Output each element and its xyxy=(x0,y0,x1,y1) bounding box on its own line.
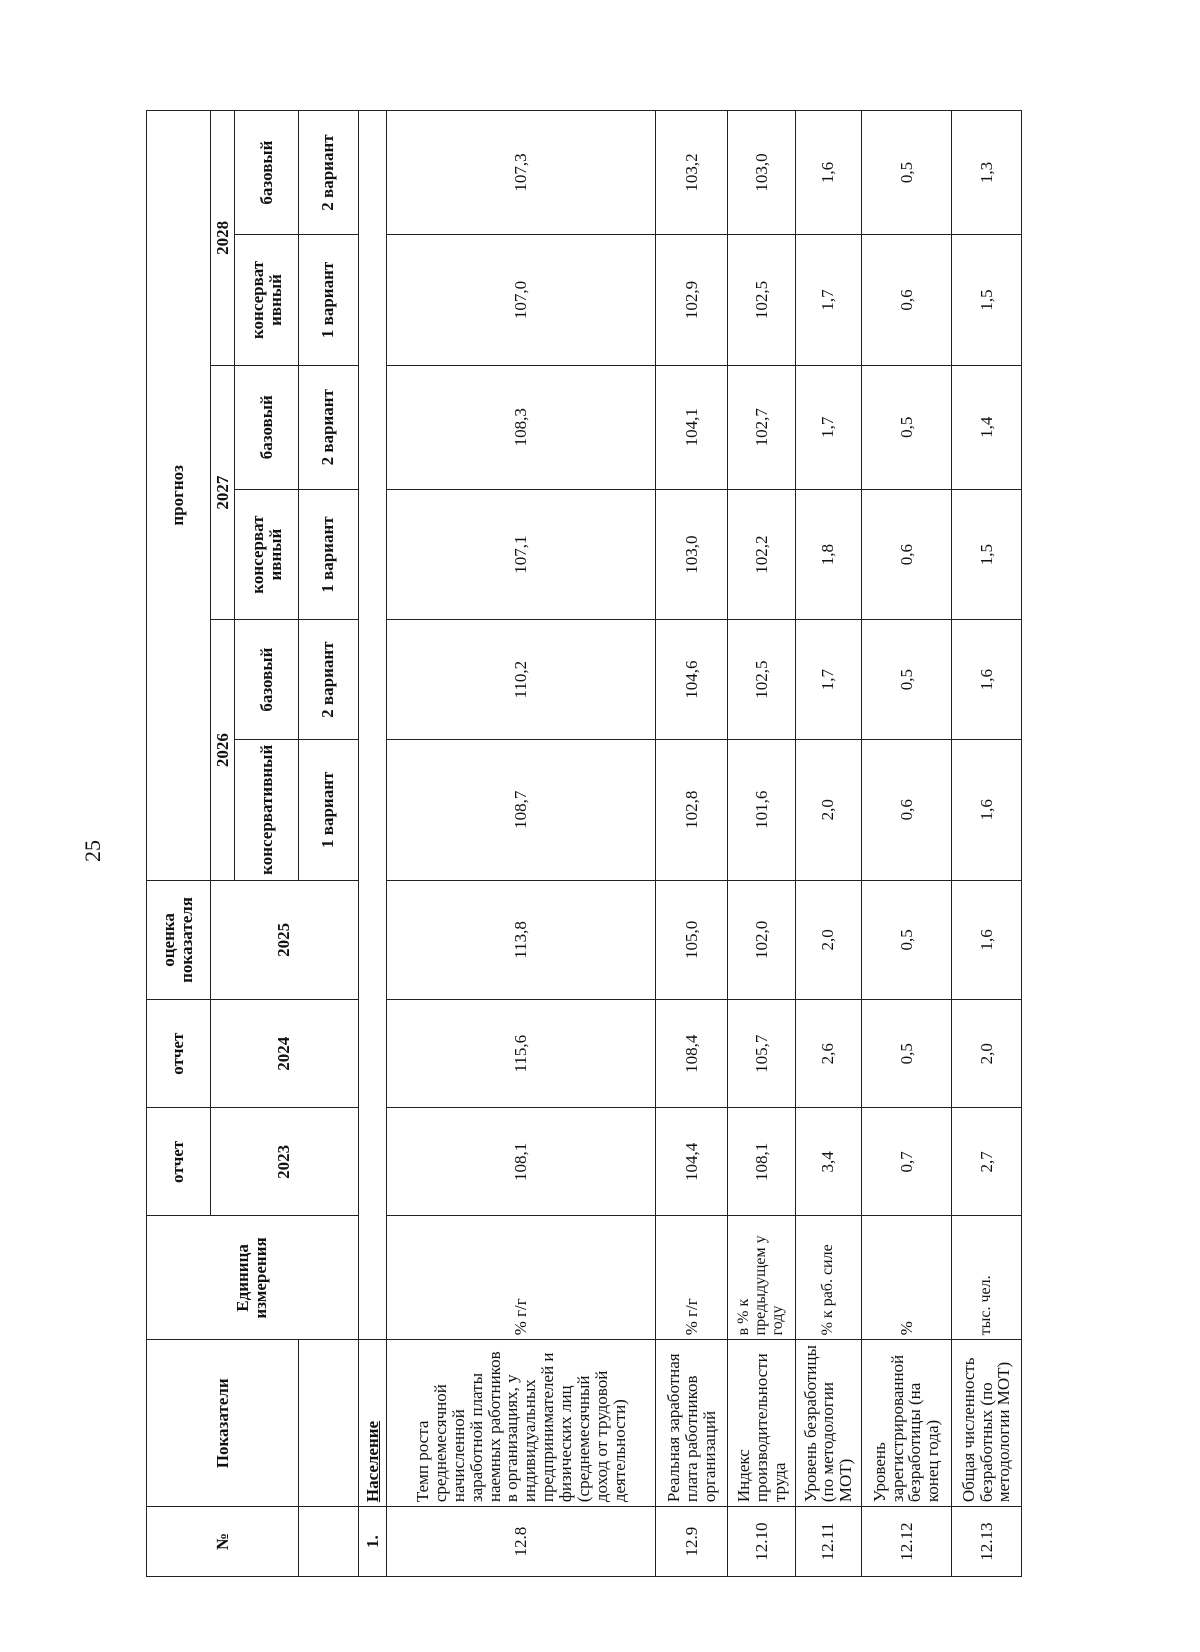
row-value: 107,1 xyxy=(387,489,656,620)
row-number: 12.10 xyxy=(728,1507,796,1577)
header-report-2023: отчет xyxy=(147,1108,211,1216)
header-variant-1-2028: 1 вариант xyxy=(298,235,358,366)
row-value: 101,6 xyxy=(728,739,796,880)
header-conservative-2027: консерват ивный xyxy=(235,489,299,620)
row-unit: тыс. чел. xyxy=(952,1216,1022,1340)
row-value: 1,6 xyxy=(952,620,1022,739)
header-year-2026: 2026 xyxy=(210,620,235,880)
row-number: 12.9 xyxy=(656,1507,728,1577)
row-value: 0,5 xyxy=(861,365,951,489)
row-value: 104,6 xyxy=(656,620,728,739)
row-value: 0,6 xyxy=(861,235,951,366)
row-indicator: Уровень зарегистрированной безработицы (на конец года) xyxy=(861,1340,951,1507)
row-value: 103,0 xyxy=(656,489,728,620)
header-year-2025: 2025 xyxy=(210,880,358,999)
row-value: 102,5 xyxy=(728,620,796,739)
row-value: 1,5 xyxy=(952,235,1022,366)
header-empty-indicators xyxy=(298,1340,358,1507)
row-value: 107,3 xyxy=(387,111,656,235)
row-value: 104,4 xyxy=(656,1108,728,1216)
forecast-table xyxy=(146,110,1022,1577)
row-unit: % к раб. силе xyxy=(796,1216,862,1340)
row-value: 1,6 xyxy=(952,739,1022,880)
row-value: 0,5 xyxy=(861,1000,951,1108)
table-row xyxy=(728,111,796,1577)
row-indicator: Реальная заработная плата работников организаций xyxy=(656,1340,728,1507)
row-indicator: Уровень безработицы (по методологии МОТ) xyxy=(796,1340,862,1507)
row-value: 108,1 xyxy=(387,1108,656,1216)
row-value: 108,3 xyxy=(387,365,656,489)
header-year-2028: 2028 xyxy=(210,111,235,366)
row-indicator: Общая численность безработных (по методологии МОТ) xyxy=(952,1340,1022,1507)
header-indicators: Показатели xyxy=(147,1340,299,1507)
header-empty-num xyxy=(298,1507,358,1577)
header-num: № xyxy=(147,1507,299,1577)
table-row xyxy=(796,111,862,1577)
row-value: 2,6 xyxy=(796,1000,862,1108)
row-value: 105,7 xyxy=(728,1000,796,1108)
row-value: 102,5 xyxy=(728,235,796,366)
row-value: 108,4 xyxy=(656,1000,728,1108)
row-value: 1,4 xyxy=(952,365,1022,489)
row-unit: % г/г xyxy=(387,1216,656,1340)
row-value: 0,5 xyxy=(861,880,951,999)
row-value: 104,1 xyxy=(656,365,728,489)
section-title: Население xyxy=(358,1340,387,1507)
page-number: 25 xyxy=(80,840,105,862)
row-indicator: Темп роста среднемесячной начисленной заработной платы наемных работников в организациях, у индивидуальных предпринимателей и физических лиц (среднемесячный доход от трудовой деятельности) xyxy=(387,1340,656,1507)
row-value: 0,5 xyxy=(861,620,951,739)
row-value: 1,3 xyxy=(952,111,1022,235)
row-number: 12.13 xyxy=(952,1507,1022,1577)
row-indicator: Индекс производительности труда xyxy=(728,1340,796,1507)
row-value: 113,8 xyxy=(387,880,656,999)
header-conservative-2026: консервативный xyxy=(235,739,299,880)
header-report-2024: отчет xyxy=(147,1000,211,1108)
header-variant-1-2027: 1 вариант xyxy=(298,489,358,620)
header-unit: Единица измерения xyxy=(147,1216,359,1340)
row-value: 1,7 xyxy=(796,365,862,489)
row-value: 1,5 xyxy=(952,489,1022,620)
header-base-2028: базовый xyxy=(235,111,299,235)
row-value: 1,6 xyxy=(952,880,1022,999)
header-base-2027: базовый xyxy=(235,365,299,489)
row-unit: % г/г xyxy=(656,1216,728,1340)
header-year-2023: 2023 xyxy=(210,1108,358,1216)
row-number: 12.11 xyxy=(796,1507,862,1577)
row-value: 3,4 xyxy=(796,1108,862,1216)
header-estimate: оценка показателя xyxy=(147,880,211,999)
header-base-2026: базовый xyxy=(235,620,299,739)
row-value: 102,2 xyxy=(728,489,796,620)
row-unit: % xyxy=(861,1216,951,1340)
header-variant-2-2027: 2 вариант xyxy=(298,365,358,489)
header-variant-2-2026: 2 вариант xyxy=(298,620,358,739)
row-value: 0,7 xyxy=(861,1108,951,1216)
row-unit: в % к предыдущем у году xyxy=(728,1216,796,1340)
table-row xyxy=(861,111,951,1577)
row-value: 102,0 xyxy=(728,880,796,999)
row-value: 2,0 xyxy=(796,880,862,999)
row-number: 12.12 xyxy=(861,1507,951,1577)
row-number: 12.8 xyxy=(387,1507,656,1577)
row-value: 107,0 xyxy=(387,235,656,366)
table-row xyxy=(952,111,1022,1577)
header-forecast: прогноз xyxy=(147,111,211,881)
forecast-table-container xyxy=(146,110,1022,1577)
row-value: 102,9 xyxy=(656,235,728,366)
row-value: 2,7 xyxy=(952,1108,1022,1216)
header-year-2027: 2027 xyxy=(210,365,235,620)
table-row xyxy=(656,111,728,1577)
row-value: 0,6 xyxy=(861,489,951,620)
table-row xyxy=(387,111,656,1577)
row-value: 2,0 xyxy=(796,739,862,880)
row-value: 0,5 xyxy=(861,111,951,235)
row-value: 110,2 xyxy=(387,620,656,739)
row-value: 108,7 xyxy=(387,739,656,880)
row-value: 1,6 xyxy=(796,111,862,235)
row-value: 0,6 xyxy=(861,739,951,880)
header-conservative-2028: консерват ивный xyxy=(235,235,299,366)
header-year-2024: 2024 xyxy=(210,1000,358,1108)
row-value: 2,0 xyxy=(952,1000,1022,1108)
row-value: 115,6 xyxy=(387,1000,656,1108)
row-value: 1,7 xyxy=(796,235,862,366)
row-value: 102,8 xyxy=(656,739,728,880)
row-value: 105,0 xyxy=(656,880,728,999)
row-value: 103,0 xyxy=(728,111,796,235)
row-value: 108,1 xyxy=(728,1108,796,1216)
header-variant-2-2028: 2 вариант xyxy=(298,111,358,235)
header-variant-1-2026: 1 вариант xyxy=(298,739,358,880)
section-number: 1. xyxy=(358,1507,387,1577)
row-value: 1,7 xyxy=(796,620,862,739)
section-empty xyxy=(358,111,387,1340)
row-value: 1,8 xyxy=(796,489,862,620)
row-value: 102,7 xyxy=(728,365,796,489)
row-value: 103,2 xyxy=(656,111,728,235)
